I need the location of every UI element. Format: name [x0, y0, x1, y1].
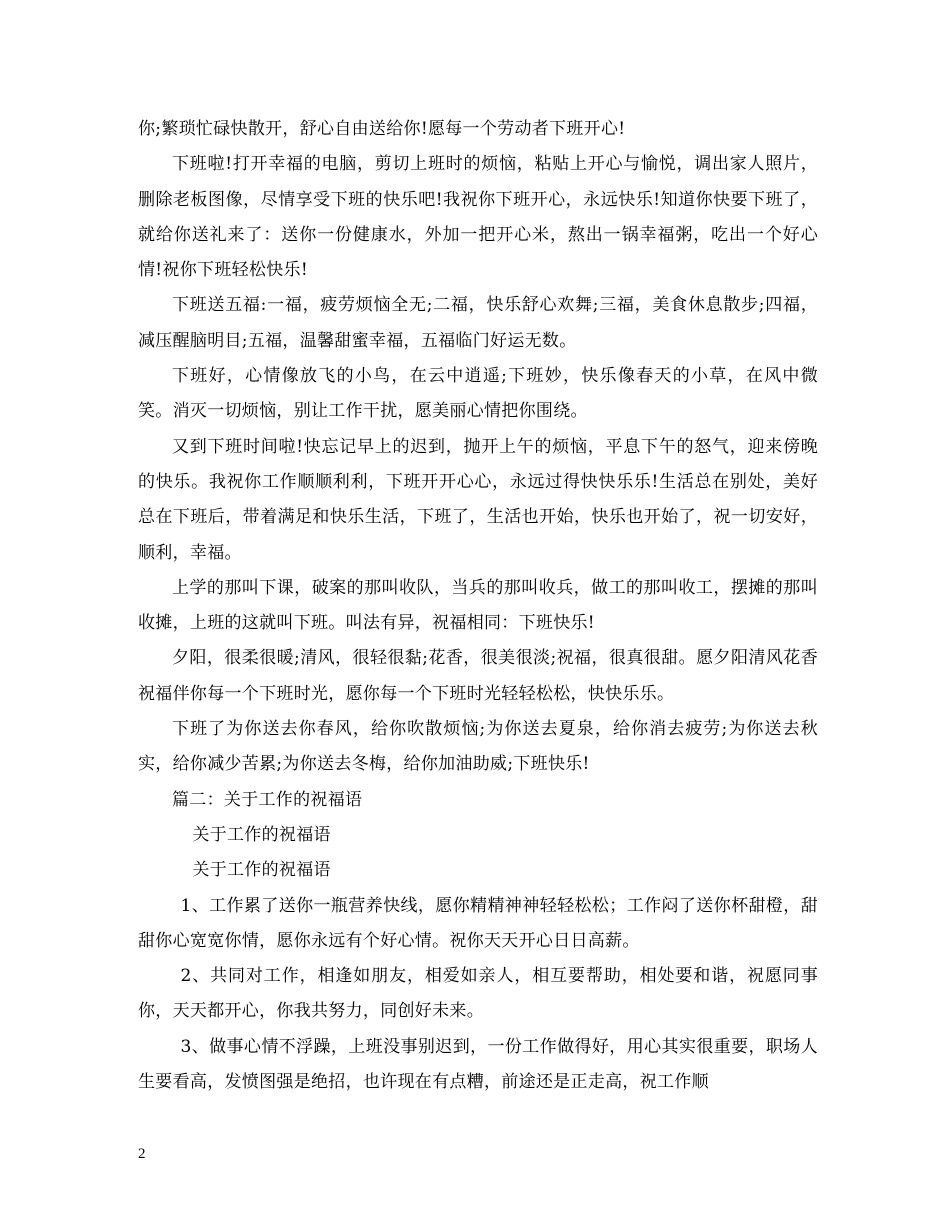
section-heading: 篇二：关于工作的祝福语 [172, 789, 363, 810]
numbered-item: 1、工作累了送你一瓶营养快线，愿你精精神神轻轻松松；工作闷了送你杯甜橙，甜甜你心宽宽你情，愿你永远有个好心情。祝你天天开心日日高薪。 [138, 895, 818, 951]
paragraph: 夕阳，很柔很暖;清风，很轻很黏;花香，很美很淡;祝福，很真很甜。愿夕阳清风花香祝福伴你每一个下班时光，愿你每一个下班时光轻轻松松，快快乐乐。 [138, 648, 818, 704]
paragraph: 下班啦!打开幸福的电脑，剪切上班时的烦恼，粘贴上开心与愉悦，调出家人照片，删除老板图像，尽情享受下班的快乐吧!我祝你下班开心，永远快乐!知道你快要下班了，就给你送礼来了：送你一份健康水，外加一把开心米，熬出一锅幸福粥，吃出一个好心情!祝你下班轻松快乐! [138, 154, 818, 281]
section-subtitle: 关于工作的祝福语 [192, 824, 331, 845]
section-subtitle: 关于工作的祝福语 [192, 860, 331, 881]
paragraph: 上学的那叫下课，破案的那叫收队，当兵的那叫收兵，做工的那叫收工，摆摊的那叫收摊，上班的这就叫下班。叫法有异，祝福相同：下班快乐! [138, 577, 818, 634]
paragraph: 下班了为你送去你春风，给你吹散烦恼;为你送去夏泉，给你消去疲劳;为你送去秋实，给你减少苦累;为你送去冬梅，给你加油助威;下班快乐! [138, 719, 818, 775]
paragraph: 下班好，心情像放飞的小鸟，在云中逍遥;下班妙，快乐像春天的小草，在风中微笑。消灭一切烦恼，别让工作干扰，愿美丽心情把你围绕。 [138, 366, 818, 422]
document-body [138, 112, 818, 1100]
page-number: 2 [138, 1146, 146, 1162]
numbered-item: 3、做事心情不浮躁，上班没事别迟到，一份工作做得好，用心其实很重要，职场人生要看高，发愤图强是绝招，也许现在有点糟，前途还是正走高，祝工作顺 [138, 1036, 818, 1093]
paragraph: 又到下班时间啦!快忘记早上的迟到，抛开上午的烦恼，平息下午的怒气，迎来傍晚的快乐。我祝你工作顺顺利利，下班开开心心，永远过得快快乐乐!生活总在别处，美好总在下班后，带着满足和快乐生活，下班了，生活也开始，快乐也开始了，祝一切安好，顺利，幸福。 [138, 436, 818, 563]
numbered-item: 2、共同对工作，相逢如朋友，相爱如亲人，相互要帮助，相处要和谐，祝愿同事你，天天都开心，你我共努力，同创好未来。 [138, 966, 818, 1022]
paragraph: 下班送五福:一福，疲劳烦恼全无;二福，快乐舒心欢舞;三福，美食休息散步;四福，减压醒脑明目;五福，温馨甜蜜幸福，五福临门好运无数。 [138, 295, 818, 351]
paragraph-continuation: 你;繁琐忙碌快散开，舒心自由送给你!愿每一个劳动者下班开心! [138, 119, 626, 139]
